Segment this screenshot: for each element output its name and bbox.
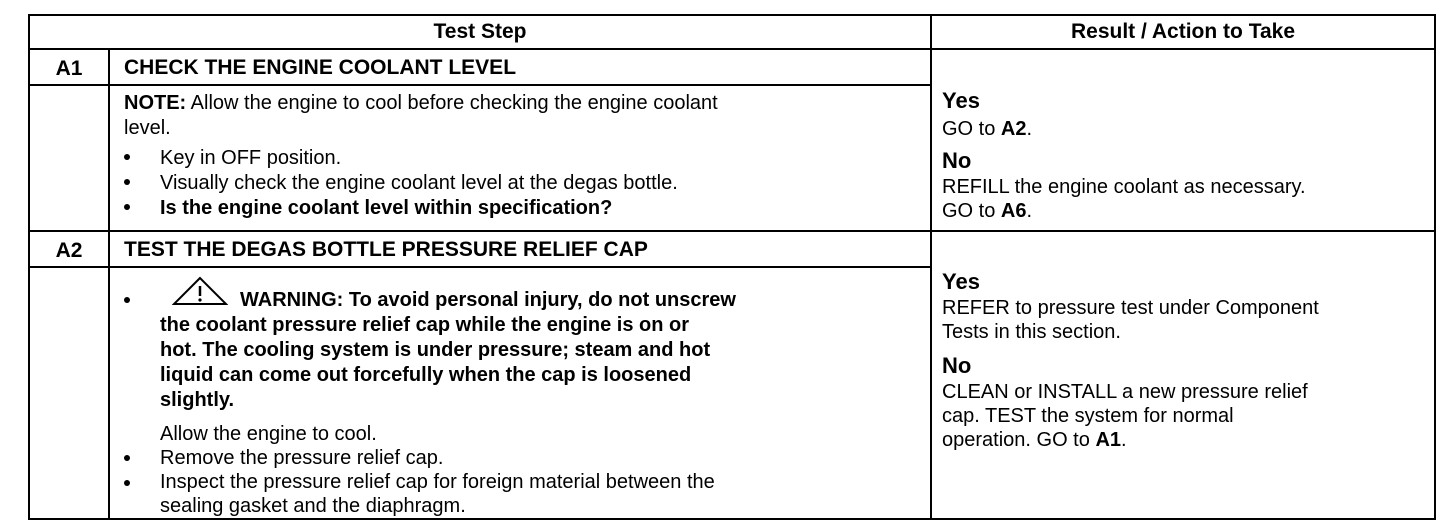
bullet-icon	[124, 455, 130, 461]
a2-no-label: No	[942, 353, 972, 378]
a1-no-go: GO to	[942, 200, 996, 222]
a2-bullet-1: Remove the pressure relief cap.	[160, 447, 444, 469]
bullet-icon	[124, 204, 130, 210]
step-a1-bullet-2: Visually check the engine coolant level at the degas bottle.	[160, 172, 678, 194]
note-text: Allow the engine to cool before checking the engine coolant	[190, 92, 718, 114]
step-a2-result-cell	[930, 230, 1436, 520]
a1-yes-punct: .	[1026, 118, 1033, 140]
step-a1-id: A1	[55, 57, 83, 80]
a2-warning-line-3: hot. The cooling system is under pressure; steam and hot	[160, 339, 711, 361]
a2-yes-label: Yes	[942, 269, 980, 294]
bullet-icon	[124, 154, 130, 160]
step-a2-title: TEST THE DEGAS BOTTLE PRESSURE RELIEF CAP	[124, 238, 648, 261]
a2-no-target: A1	[1095, 429, 1122, 451]
a2-no-line1: CLEAN or INSTALL a new pressure relief	[942, 381, 1308, 403]
a1-no-action	[942, 199, 1032, 223]
bullet-icon	[124, 179, 130, 185]
header-result: Result / Action to Take	[1070, 20, 1296, 43]
a2-no-action	[942, 428, 1127, 452]
step-a1-note-cont: level.	[124, 117, 171, 139]
a2-yes-line2: Tests in this section.	[942, 321, 1121, 343]
a1-no-line1: REFILL the engine coolant as necessary.	[942, 176, 1306, 198]
a1-no-punct: .	[1026, 200, 1033, 222]
a2-yes-line1: REFER to pressure test under Component	[942, 297, 1319, 319]
a2-no-line3: operation. GO to	[942, 429, 1090, 451]
a1-no-target: A6	[1000, 200, 1027, 222]
a2-warning-line-5: slightly.	[160, 389, 235, 411]
a1-no-label: No	[942, 148, 972, 173]
a2-no-line2: cap. TEST the system for normal	[942, 405, 1234, 427]
a2-allow: Allow the engine to cool.	[160, 423, 377, 445]
warning-triangle-icon	[172, 276, 228, 306]
a2-bullet-2-cont: sealing gasket and the diaphragm.	[160, 495, 466, 517]
a1-yes-label: Yes	[942, 88, 980, 113]
a2-warning-line-2: the coolant pressure relief cap while the engine is on or	[160, 314, 690, 336]
a1-yes-action	[942, 117, 1032, 141]
a2-no-punct: .	[1121, 429, 1127, 451]
bullet-icon	[124, 480, 130, 486]
a2-warning-line-4: liquid can come out forcefully when the cap is loosened	[160, 364, 692, 386]
step-a1-title: CHECK THE ENGINE COOLANT LEVEL	[124, 56, 517, 79]
note-label: NOTE:	[124, 92, 187, 114]
a1-yes-go: GO to	[942, 118, 996, 140]
step-a2-id: A2	[55, 239, 83, 262]
step-a1-bullet-1: Key in OFF position.	[160, 147, 342, 169]
header-test-step: Test Step	[433, 20, 527, 43]
a2-bullet-2: Inspect the pressure relief cap for foreign material between the	[160, 471, 715, 493]
step-a1-bullet-3: Is the engine coolant level within specification?	[160, 197, 613, 219]
bullet-icon	[124, 297, 130, 303]
step-a1-note	[124, 91, 718, 115]
a1-yes-target: A2	[1000, 118, 1027, 140]
a2-warning-line-1: WARNING: To avoid personal injury, do not unscrew	[240, 289, 736, 311]
